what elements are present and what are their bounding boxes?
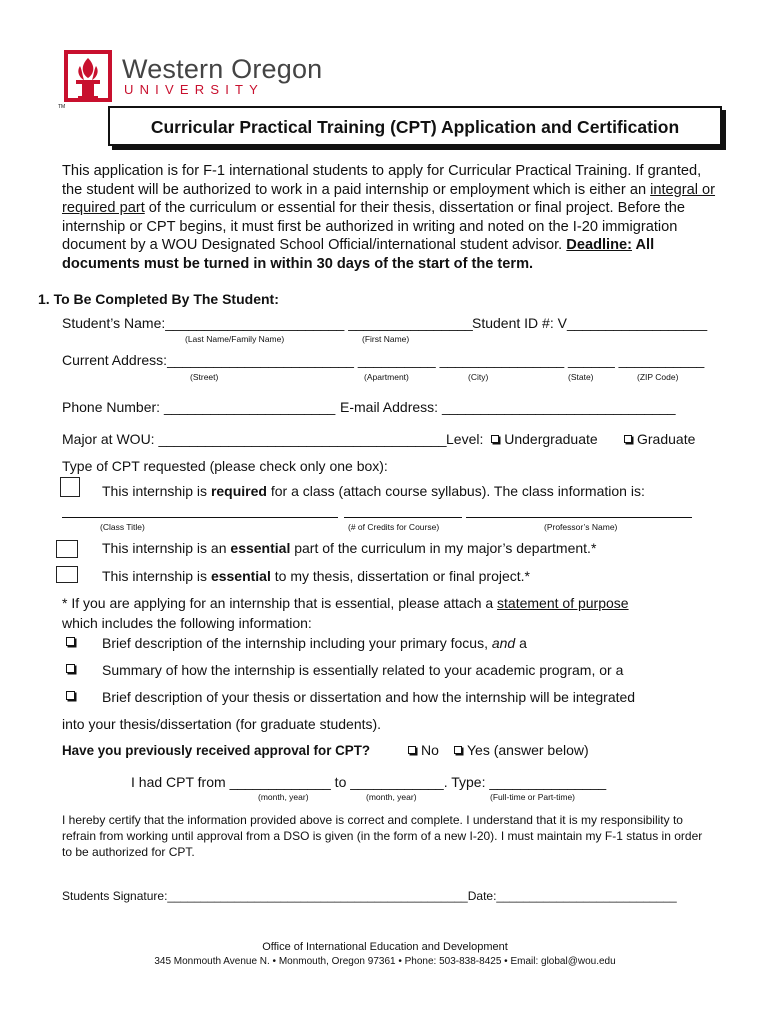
date-field[interactable]: ___________________________ [496, 889, 677, 903]
major-field[interactable]: _____________________________________ [158, 431, 447, 447]
deadline-label: Deadline: [566, 237, 632, 254]
prior-yes-checkbox[interactable] [454, 746, 462, 754]
caption-apartment: (Apartment) [364, 372, 409, 382]
essential-thesis-checkbox[interactable] [56, 566, 78, 583]
university-subtitle: UNIVERSITY [124, 82, 265, 97]
caption-from: (month, year) [258, 792, 309, 802]
essential-note: * If you are applying for an internship that is essential, please attach a statement of purpose [62, 595, 629, 611]
caption-first-name: (First Name) [362, 334, 410, 344]
footer-address: 345 Monmouth Avenue N. • Monmouth, Oregon 97361 • Phone: 503-838-8425 • Email: global@wou.edu [154, 956, 616, 967]
bullet-square-icon [66, 664, 75, 673]
certification-text: I hereby certify that the information provided above is correct and complete. I understand that it is my responsibility to refrain from working until approval from a DSO is given (in the form of a new I-20). I must maintain my F-1 status in order to be authorized for CPT. [62, 813, 703, 859]
university-name: Western Oregon [122, 54, 323, 84]
undergraduate-label: Undergraduate [504, 431, 598, 447]
level-row: Level: Undergraduate [446, 431, 598, 447]
bullet-2: Summary of how the internship is essentially related to your academic program, or a [102, 662, 624, 678]
prior-no-checkbox[interactable] [408, 746, 416, 754]
professor-line[interactable] [466, 517, 692, 518]
deadline-text: All documents must be turned in within 30 days of the start of the term. [62, 237, 655, 272]
caption-zip: (ZIP Code) [637, 372, 679, 382]
section-heading: 1. To Be Completed By The Student: [38, 291, 279, 307]
option-required: This internship is required for a class (attach course syllabus). The class information is: [102, 483, 645, 499]
caption-to: (month, year) [366, 792, 417, 802]
cpt-type-field[interactable]: _______________ [489, 774, 607, 790]
essential-major-checkbox[interactable] [56, 540, 78, 558]
major-row: Major at WOU: _____________________________________ [62, 431, 447, 447]
caption-class-title: (Class Title) [100, 522, 145, 532]
prior-no-option: No [408, 742, 439, 758]
email-field[interactable]: ______________________________ [441, 399, 676, 415]
graduate-label: Graduate [637, 431, 696, 447]
student-id-row: Student ID #: V__________________ [472, 315, 708, 331]
bullet-3: Brief description of your thesis or dissertation and how the internship will be integrated [102, 689, 636, 705]
class-title-line[interactable] [62, 517, 338, 518]
option-essential-thesis: This internship is essential to my thesis, dissertation or final project.* [102, 568, 530, 584]
essential-note-cont: which includes the following information: [62, 615, 312, 631]
page-title: Curricular Practical Training (CPT) Application and Certification [150, 117, 680, 137]
option-essential-major: This internship is an essential part of the curriculum in my major’s department.* [102, 540, 597, 556]
signature-row: Students Signature:_____________________________________________Date:___________________________ [62, 889, 677, 903]
caption-credits: (# of Credits for Course) [348, 522, 440, 532]
caption-street: (Street) [190, 372, 219, 382]
address-row: Current Address:________________________ __________ ________________ ______ ___________ [62, 352, 705, 368]
trademark: TM [58, 104, 66, 110]
student-id-field[interactable]: __________________ [566, 315, 708, 331]
graduate-checkbox[interactable] [624, 435, 632, 443]
required-checkbox[interactable] [60, 477, 80, 497]
title-box [108, 106, 722, 146]
caption-state: (State) [568, 372, 594, 382]
caption-city: (City) [468, 372, 489, 382]
phone-field[interactable]: ______________________ [163, 399, 336, 415]
torch-logo-icon [62, 44, 114, 108]
email-row: E-mail Address: ______________________________ [340, 399, 676, 415]
cpt-from-field[interactable]: _____________ [229, 774, 331, 790]
footer-office: Office of International Education and Development [262, 941, 508, 953]
prior-yes-option: Yes (answer below) [454, 742, 589, 758]
prior-approval-question: Have you previously received approval for CPT? [62, 743, 371, 758]
intro-underlined: integral or required part [62, 181, 716, 217]
prior-cpt-row: I had CPT from _____________ to ____________. Type: _______________ [131, 774, 607, 790]
caption-last-name: (Last Name/Family Name) [185, 334, 285, 344]
student-name-row: Student’s Name:_______________________ ________________ [62, 315, 473, 331]
bullet-3-cont: into your thesis/dissertation (for graduate students). [62, 716, 382, 732]
bullet-square-icon [66, 637, 75, 646]
phone-row: Phone Number: ______________________ [62, 399, 336, 415]
level-graduate [624, 431, 695, 447]
caption-type: (Full-time or Part-time) [490, 792, 576, 802]
cpt-type-label: Type of CPT requested (please check only one box): [62, 458, 388, 474]
bullet-square-icon [66, 691, 75, 700]
intro-paragraph: This application is for F-1 international students to apply for Curricular Practical Training. If granted, the student will be authorized to work in a paid internship or employment which is either an integral or required part of the curriculum or essential for their thesis, dissertation or final project. Before the internship or CPT begins, it must first be authorized in writing and noted on the I-20 immigration document by a WOU Designated School Official/international student advisor. Deadline: All documents must be turned in within 30 days of the start of the term. [62, 163, 716, 272]
signature-field[interactable]: _____________________________________________ [167, 889, 468, 903]
bullet-1: Brief description of the internship including your primary focus, and a [102, 635, 527, 651]
credits-line[interactable] [344, 517, 462, 518]
undergraduate-checkbox[interactable] [491, 435, 499, 443]
address-field[interactable]: ________________________ __________ ________________ ______ ___________ [167, 352, 705, 368]
student-name-field[interactable]: _______________________ ________________ [165, 315, 473, 331]
cpt-to-field[interactable]: ____________ [350, 774, 444, 790]
caption-professor: (Professor’s Name) [544, 522, 618, 532]
